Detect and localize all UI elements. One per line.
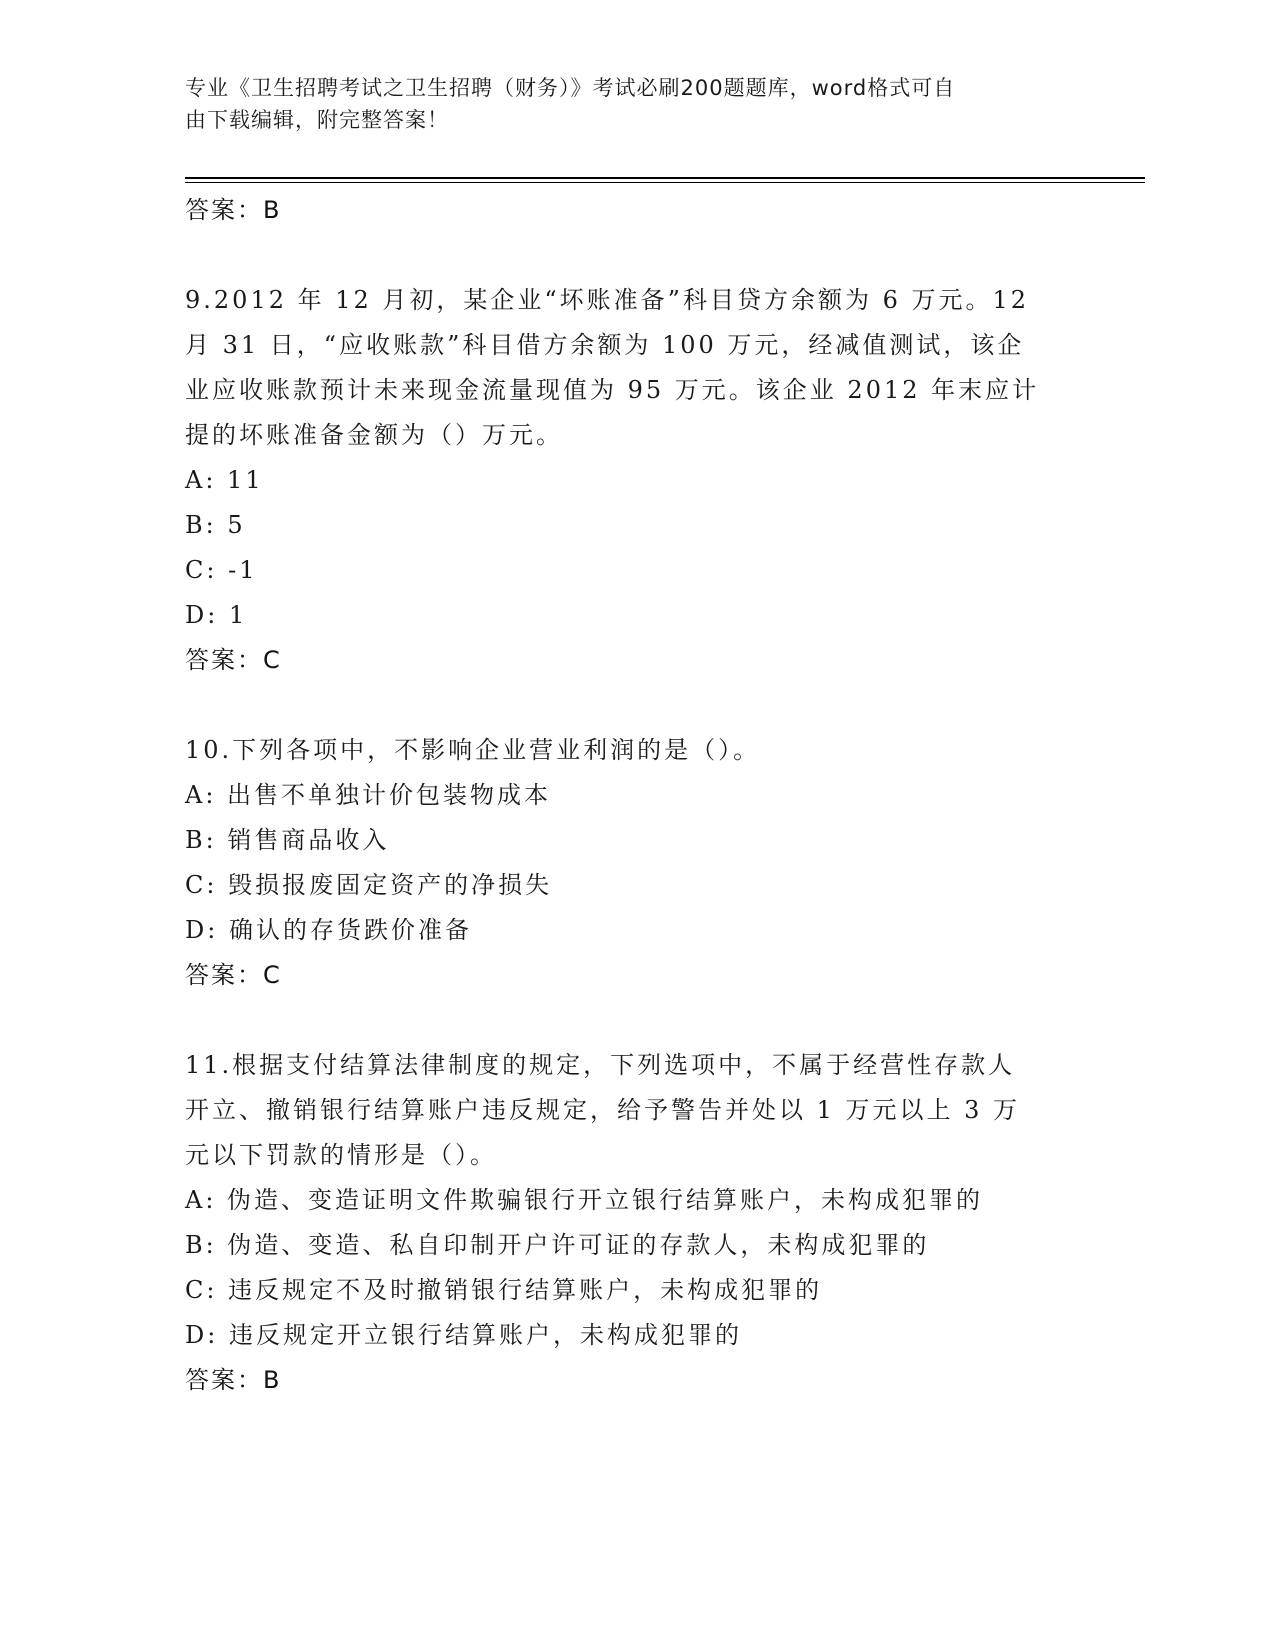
question-line: 10.下列各项中，不影响企业营业利润的是（）。 — [185, 736, 761, 764]
question-line: 提的坏账准备金额为（）万元。 — [185, 421, 563, 449]
answer-line: 答案：C — [185, 961, 282, 989]
option-line: A: 出售不单独计价包装物成本 — [185, 781, 552, 809]
header-rule-thin — [185, 182, 1145, 183]
question-line: 元以下罚款的情形是（）。 — [185, 1141, 497, 1169]
document-header — [185, 72, 1065, 136]
option-line: B: 5 — [185, 511, 246, 539]
question-line: 开立、撤销银行结算账户违反规定，给予警告并处以 1 万元以上 3 万 — [185, 1096, 1021, 1124]
header-line-1: 专业《卫生招聘考试之卫生招聘（财务）》考试必刷200题题库，word格式可自 — [185, 76, 956, 100]
spacer — [185, 233, 1085, 278]
header-rule-thick — [185, 177, 1145, 179]
option-line: B: 销售商品收入 — [185, 826, 390, 854]
option-line: D: 违反规定开立银行结算账户，未构成犯罪的 — [185, 1321, 742, 1349]
option-line: A: 11 — [185, 466, 264, 494]
spacer — [185, 683, 1085, 728]
option-line: C: -1 — [185, 556, 258, 584]
answer-line: 答案：C — [185, 646, 282, 674]
questions-content — [185, 188, 1085, 1403]
option-line: D: 1 — [185, 601, 248, 629]
question-line: 9.2012 年 12 月初，某企业“坏账准备”科目贷方余额为 6 万元。12 — [185, 286, 1030, 314]
option-line: A: 伪造、变造证明文件欺骗银行开立银行结算账户，未构成犯罪的 — [185, 1186, 984, 1214]
spacer — [185, 998, 1085, 1043]
option-line: C: 违反规定不及时撤销银行结算账户，未构成犯罪的 — [185, 1276, 823, 1304]
option-line: D: 确认的存货跌价准备 — [185, 916, 472, 944]
question-line: 月 31 日，“应收账款”科目借方余额为 100 万元，经减值测试，该企 — [185, 331, 1025, 359]
header-line-2: 由下载编辑，附完整答案！ — [185, 108, 449, 132]
question-line: 业应收账款预计未来现金流量现值为 95 万元。该企业 2012 年末应计 — [185, 376, 1040, 404]
answer-line: 答案：B — [185, 196, 282, 224]
option-line: B: 伪造、变造、私自印制开户许可证的存款人，未构成犯罪的 — [185, 1231, 930, 1259]
option-line: C: 毁损报废固定资产的净损失 — [185, 871, 553, 899]
question-line: 11.根据支付结算法律制度的规定，下列选项中，不属于经营性存款人 — [185, 1051, 1016, 1079]
answer-line: 答案：B — [185, 1366, 282, 1394]
